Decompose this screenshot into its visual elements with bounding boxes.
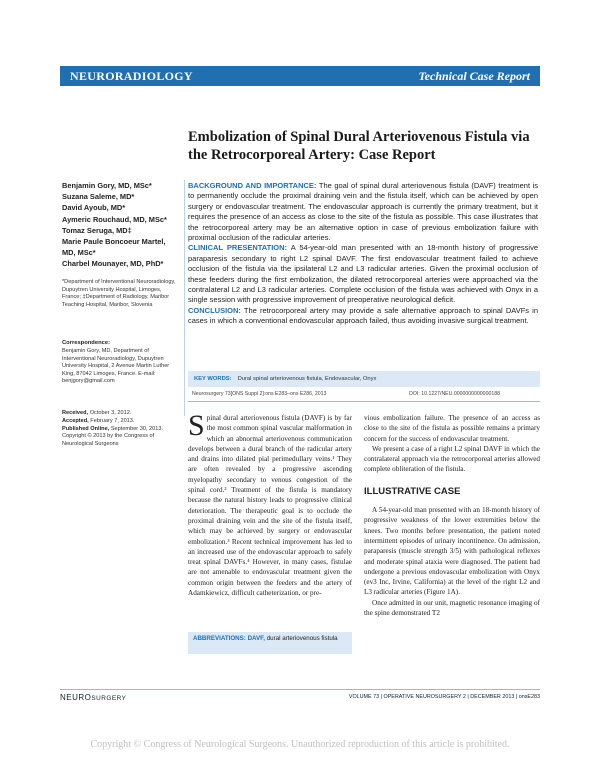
body-paragraph: We present a case of a right L2 spinal DAVF in which the contralateral approach via the retrocorporeal arteries allowed complete obliteration of the fistula.	[364, 444, 540, 474]
conclusion-heading: CONCLUSION:	[188, 305, 241, 315]
section-banner	[60, 66, 540, 86]
citation-doi[interactable]: DOI: 10.1227/NEU.0000000000000188	[409, 391, 500, 397]
clinical-heading: CLINICAL PRESENTATION:	[188, 243, 288, 253]
correspondence-label: Correspondence:	[62, 340, 110, 346]
author-list	[62, 180, 180, 270]
issue-info: VOLUME 73 | OPERATIVE NEUROSURGERY 2 | DECEMBER 2013 | onsE283	[348, 694, 540, 700]
body-paragraph: pinal dural arteriovenous fistula (DAVF) is by far the most common spinal vascular malformation in which an abnormal arteriovenous communication develops between a dural branch of the radicular artery and drains into dilated pial perimedullary veins.¹ They are often revealed by a progressive ascending myelopathy secondary to venous congestion of the spinal cord.² Treatment of the fistula is mandatory because the natural history leads to progressive clinical deterioration. The therapeutic goal is to occlude the proximal draining vein and the site of the fistula itself, which may be achieved by surgery or endovascular embolization.³ Recent technical improvement has led to an increased use of the endovascular approach to safely treat spinal DAVFs.⁴ However, in many cases, fistulae are not amenable to endovascular treatment given the common origin between the feeders and the artery of Adamkiewicz, difficult catheterization, or pre-	[188, 414, 352, 598]
author: David Ayoub, MD*	[62, 203, 126, 213]
article-dates	[62, 410, 180, 449]
accepted-label: Accepted,	[62, 417, 89, 424]
keywords-label: KEY WORDS:	[194, 376, 232, 382]
author: Benjamin Gory, MD, MSc*	[62, 181, 152, 190]
journal-name-a: NEURO	[60, 693, 92, 702]
online-label: Published Online,	[62, 425, 110, 432]
abstract	[188, 181, 538, 327]
copyright-notice: Copyright © 2013 by the Congress of Neurological Surgeons	[62, 433, 155, 448]
body-column-2	[364, 413, 540, 618]
abbreviation-term: DAVF,	[247, 635, 265, 642]
author: Tomaz Seruga, MD‡	[62, 225, 132, 235]
abbreviations-box	[188, 632, 352, 654]
citation-line	[188, 391, 540, 397]
section-heading: ILLUSTRATIVE CASE	[364, 485, 461, 497]
background-heading: BACKGROUND AND IMPORTANCE:	[188, 181, 317, 190]
footer-divider	[60, 689, 540, 690]
divider	[188, 401, 540, 402]
author: Marie Paule Boncoeur Martel, MD, MSc*	[62, 237, 166, 258]
journal-logo	[60, 693, 126, 702]
drop-cap: S	[188, 409, 205, 442]
accepted-date: February 7, 2013.	[90, 417, 135, 424]
keywords-text: Dural spinal arteriovenous fistula, Endovascular, Onyx	[237, 376, 377, 382]
author: Charbel Mounayer, MD, PhD*	[62, 259, 164, 269]
copyright-watermark: Copyright © Congress of Neurological Surgeons. Unauthorized reproduction of this article is prohibited.	[90, 739, 510, 750]
article-title: Embolization of Spinal Dural Arteriovenous Fistula via the Retrocorporeal Artery: Case Report	[188, 129, 530, 163]
journal-name-b: SURGERY	[91, 695, 127, 702]
correspondence-text: Benjamin Gory, MD, Department of Interventional Neuroradiology, Dupuytren University Hospital, 2 Avenue Martin Luther King, 87042 Limoges, France. E-mail: benjgory@gmail.com	[62, 348, 170, 385]
online-date: September 30, 2013.	[110, 425, 164, 432]
affiliations: *Department of Interventional Neuroradiology, Dupuytren University Hospital, Limoges, France; ‡Department of Radiology, Maribor Teaching Hospital, Maribor, Slovenia	[62, 279, 176, 308]
citation-ref: Neurosurgery 73[ONS Suppl 2]:ons E283–ons E286, 2013	[192, 391, 327, 397]
author: Suzana Saleme, MD*	[62, 192, 135, 202]
keywords-bar	[188, 371, 540, 387]
section-label: NEURORADIOLOGY	[70, 68, 193, 83]
received-label: Received,	[62, 410, 89, 416]
clinical-text: A 54-year-old man presented with an 18-month history of progressive paraparesis secondary to right L2 spinal DAVF. The first endovascular treatment failed to achieve occlusion of the fistula via the ipsilateral L2 and L3 radicular arteries. Given the proximal occlusion of these feeders during the first embolization, the dilated retrocorporeal arteries were approached via the contralateral L2 and L3 radicular arteries. Complete occlusion of the fistula was achieved with Onyx in a single session with progressive improvement of preoperative neurological deficit.	[188, 243, 539, 305]
background-text: The goal of spinal dural arteriovenous fistula (DAVF) treatment is to permanently occlude the proximal draining vein and the fistula itself, which can be achieved by open surgery or endovascular treatment. The endovascular approach is currently the primary treatment, but it requires the presence of an access as close to the site of the fistula as possible. This case illustrates that the retrocorporeal artery may be an alternative option in case of previous embolization failure with proximal occlusion of the radicular arteries.	[188, 181, 539, 243]
author: Aymeric Rouchaud, MD, MSc*	[62, 214, 167, 224]
article-type: Technical Case Report	[418, 68, 530, 83]
received-date: October 3, 2012.	[89, 410, 132, 416]
conclusion-text: The retrocorporeal artery may provide a safe alternative approach to spinal DAVFs in cases in which a conventional endovascular approach failed, thus avoiding invasive surgical treatment.	[188, 305, 538, 326]
body-paragraph: Once admitted in our unit, magnetic resonance imaging of the spine demonstrated T2	[364, 598, 540, 618]
abbreviation-definition: dural arteriovenous fistula	[266, 635, 338, 642]
body-paragraph: A 54-year-old man presented with an 18-month history of progressive weakness of the lower extremities below the knees. Two months before presentation, the patient noted intermittent episodes of urinary incontinence. On admission, paraparesis (muscle strength 3/5) with pathological reflexes and moderate spinal ataxia were diagnosed. The patient had undergone a previous endovascular embolization with Onyx (ev3 Inc, Irvine, California) at the level of the right L2 and L3 radicular arteries (Figure 1A).	[364, 506, 540, 597]
body-column-1	[188, 409, 352, 598]
abbreviations-label: ABBREVIATIONS:	[193, 635, 246, 642]
body-paragraph: vious embolization failure. The presence of an access as close to the site of the fistula as possible remains a primary concern for the success of endovascular treatment.	[364, 414, 540, 443]
